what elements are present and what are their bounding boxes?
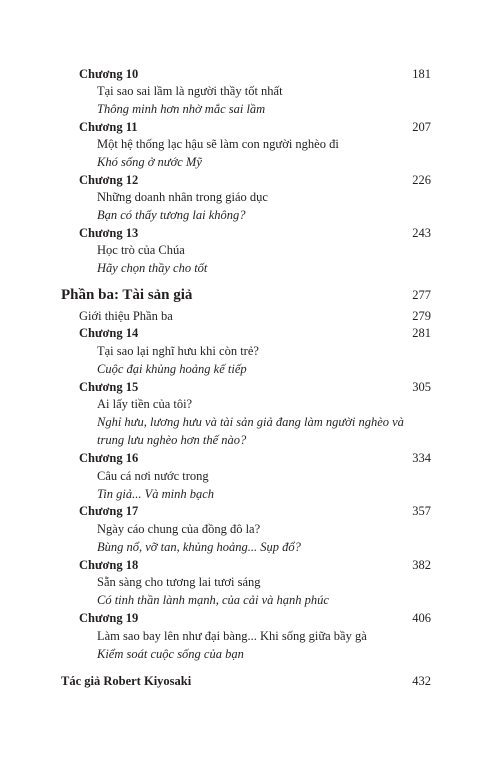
- page-number: 406: [412, 611, 431, 625]
- page-number: 243: [412, 226, 431, 240]
- chapter-heading: Chương 16: [79, 451, 139, 465]
- chapter-subtitle: Tin giả... Và minh bạch: [97, 487, 215, 501]
- page-number: 181: [412, 67, 431, 81]
- chapter-subtitle: trung lưu nghèo hơn thế nào?: [97, 433, 247, 447]
- chapter-title: Tại sao sai lầm là người thầy tốt nhất: [97, 84, 283, 98]
- page-number: 226: [412, 173, 431, 187]
- chapter-heading: Chương 11: [79, 120, 138, 134]
- chapter-heading: Chương 12: [79, 173, 139, 187]
- chapter-subtitle: Nghỉ hưu, lương hưu và tài sản giả đang làm người nghèo và: [97, 415, 404, 429]
- chapter-subtitle: Cuộc đại khủng hoảng kế tiếp: [97, 362, 247, 376]
- chapter-heading: Chương 15: [79, 380, 139, 394]
- chapter-title: Học trò của Chúa: [97, 243, 185, 257]
- part-heading: Phần ba: Tài sản giả: [61, 287, 193, 303]
- page-number: 382: [412, 558, 431, 572]
- chapter-subtitle: Thông minh hơn nhờ mắc sai lầm: [97, 102, 266, 116]
- page-number: 357: [412, 504, 431, 518]
- page-number: 281: [412, 326, 431, 340]
- chapter-heading: Chương 18: [79, 558, 139, 572]
- page-number: 334: [412, 451, 431, 465]
- chapter-subtitle: Khó sống ở nước Mỹ: [97, 155, 202, 169]
- page-number: 305: [412, 380, 431, 394]
- page-number: 207: [412, 120, 431, 134]
- page-number: 277: [412, 288, 431, 302]
- chapter-subtitle: Bùng nổ, vỡ tan, khủng hoảng... Sụp đổ?: [97, 540, 301, 554]
- author-entry: Tác giả Robert Kiyosaki: [61, 674, 192, 688]
- chapter-subtitle: Hãy chọn thầy cho tốt: [97, 261, 208, 275]
- chapter-heading: Chương 19: [79, 611, 139, 625]
- chapter-title: Ai lấy tiền của tôi?: [97, 397, 193, 411]
- chapter-heading: Chương 14: [79, 326, 139, 340]
- chapter-subtitle: Kiểm soát cuộc sống của bạn: [97, 647, 244, 661]
- chapter-subtitle: Có tinh thần lành mạnh, của cải và hạnh phúc: [97, 593, 329, 607]
- chapter-title: Làm sao bay lên như đại bàng... Khi sống giữa bầy gà: [97, 629, 367, 643]
- chapter-title: Một hệ thống lạc hậu sẽ làm con người nghèo đi: [97, 137, 339, 151]
- chapter-title: Sẵn sàng cho tương lai tươi sáng: [97, 575, 261, 589]
- chapter-subtitle: Bạn có thấy tương lai không?: [97, 208, 246, 222]
- chapter-title: Những doanh nhân trong giáo dục: [97, 190, 268, 204]
- chapter-title: Ngày cáo chung của đồng đô la?: [97, 522, 261, 536]
- chapter-heading: Chương 10: [79, 67, 139, 81]
- page-number: 432: [412, 674, 431, 688]
- part-intro: Giới thiệu Phần ba: [79, 309, 173, 323]
- page-number: 279: [412, 309, 431, 323]
- chapter-title: Tại sao lại nghĩ hưu khi còn trẻ?: [97, 344, 259, 358]
- chapter-heading: Chương 17: [79, 504, 139, 518]
- chapter-title: Câu cá nơi nước trong: [97, 469, 209, 483]
- chapter-heading: Chương 13: [79, 226, 139, 240]
